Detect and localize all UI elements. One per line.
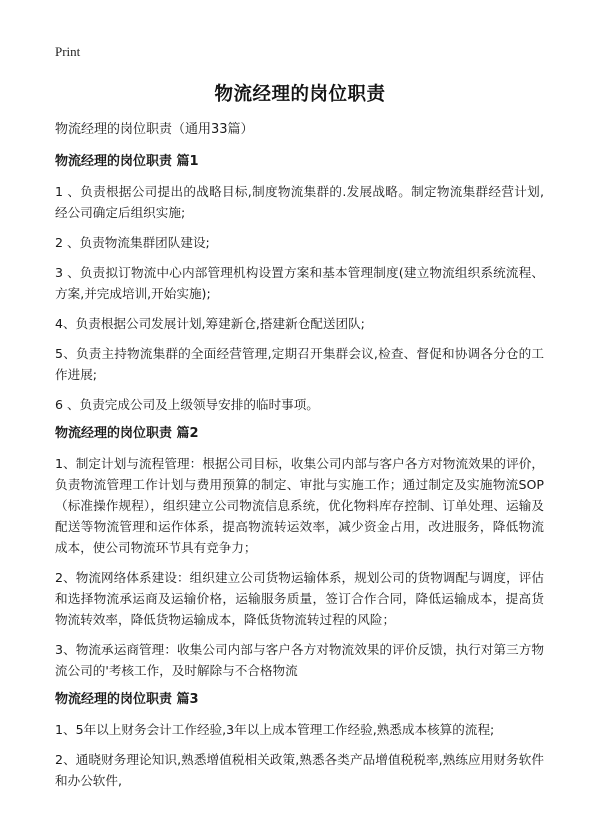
paragraph: 6 、负责完成公司及上级领导安排的临时事项。 (55, 397, 319, 412)
paragraph: 2 、负责物流集群团队建设; (55, 235, 210, 250)
page-title: 物流经理的岗位职责 (214, 84, 386, 105)
paragraph: 2、物流网络体系建设：组织建立公司货物运输体系，规划公司的货物调配与调度，评估和选择物流承运商及运输价格，运输服务质量，签订合作合同，降低运输成本，提高货物流转效率，降低货物运输成本，降低货物流转过程的风险； (55, 570, 544, 627)
paragraph: 1、制定计划与流程管理：根据公司目标，收集公司内部与客户各方对物流效果的评价，负责物流管理工作计划与费用预算的制定、审批与实施工作；通过制定及实施物流SOP（标准操作规程），组织建立公司物流信息系统，优化物料库存控制、订单处理、运输及配送等物流管理和运作体系，提高物流转运效率，减少资金占用，改进服务，降低物流成本，使公司物流环节具有竞争力； (55, 456, 544, 555)
paragraph: 1 、负责根据公司提出的战略目标,制度物流集群的.发展战略。制定物流集群经营计划,经公司确定后组织实施; (55, 184, 544, 220)
paragraph: 3 、负责拟订物流中心内部管理机构设置方案和基本管理制度(建立物流组织系统流程、方案,并完成培训,开始实施); (55, 265, 544, 301)
section-heading: 物流经理的岗位职责 篇1 (55, 154, 199, 169)
section-1 (55, 152, 544, 415)
section-3 (55, 690, 544, 791)
section-2 (55, 424, 544, 681)
paragraph: 3、物流承运商管理：收集公司内部与客户各方对物流效果的评价反馈，执行对第三方物流公司的'考核工作，及时解除与不合格物流 (55, 642, 544, 678)
section-heading: 物流经理的岗位职责 篇3 (55, 692, 199, 707)
print-label: Print (55, 44, 81, 59)
paragraph: 1、5年以上财务会计工作经验,3年以上成本管理工作经验,熟悉成本核算的流程; (55, 722, 495, 737)
document-subtitle: 物流经理的岗位职责（通用33篇） (55, 122, 254, 137)
section-heading: 物流经理的岗位职责 篇2 (55, 426, 199, 441)
paragraph: 2、通晓财务理论知识,熟悉增值税相关政策,熟悉各类产品增值税税率,熟练应用财务软件和办公软件, (55, 752, 544, 788)
paragraph: 4、负责根据公司发展计划,筹建新仓,搭建新仓配送团队; (55, 316, 365, 331)
document-body (55, 120, 544, 800)
paragraph: 5、负责主持物流集群的全面经营管理,定期召开集群会议,检查、督促和协调各分仓的工作进展; (55, 346, 544, 382)
